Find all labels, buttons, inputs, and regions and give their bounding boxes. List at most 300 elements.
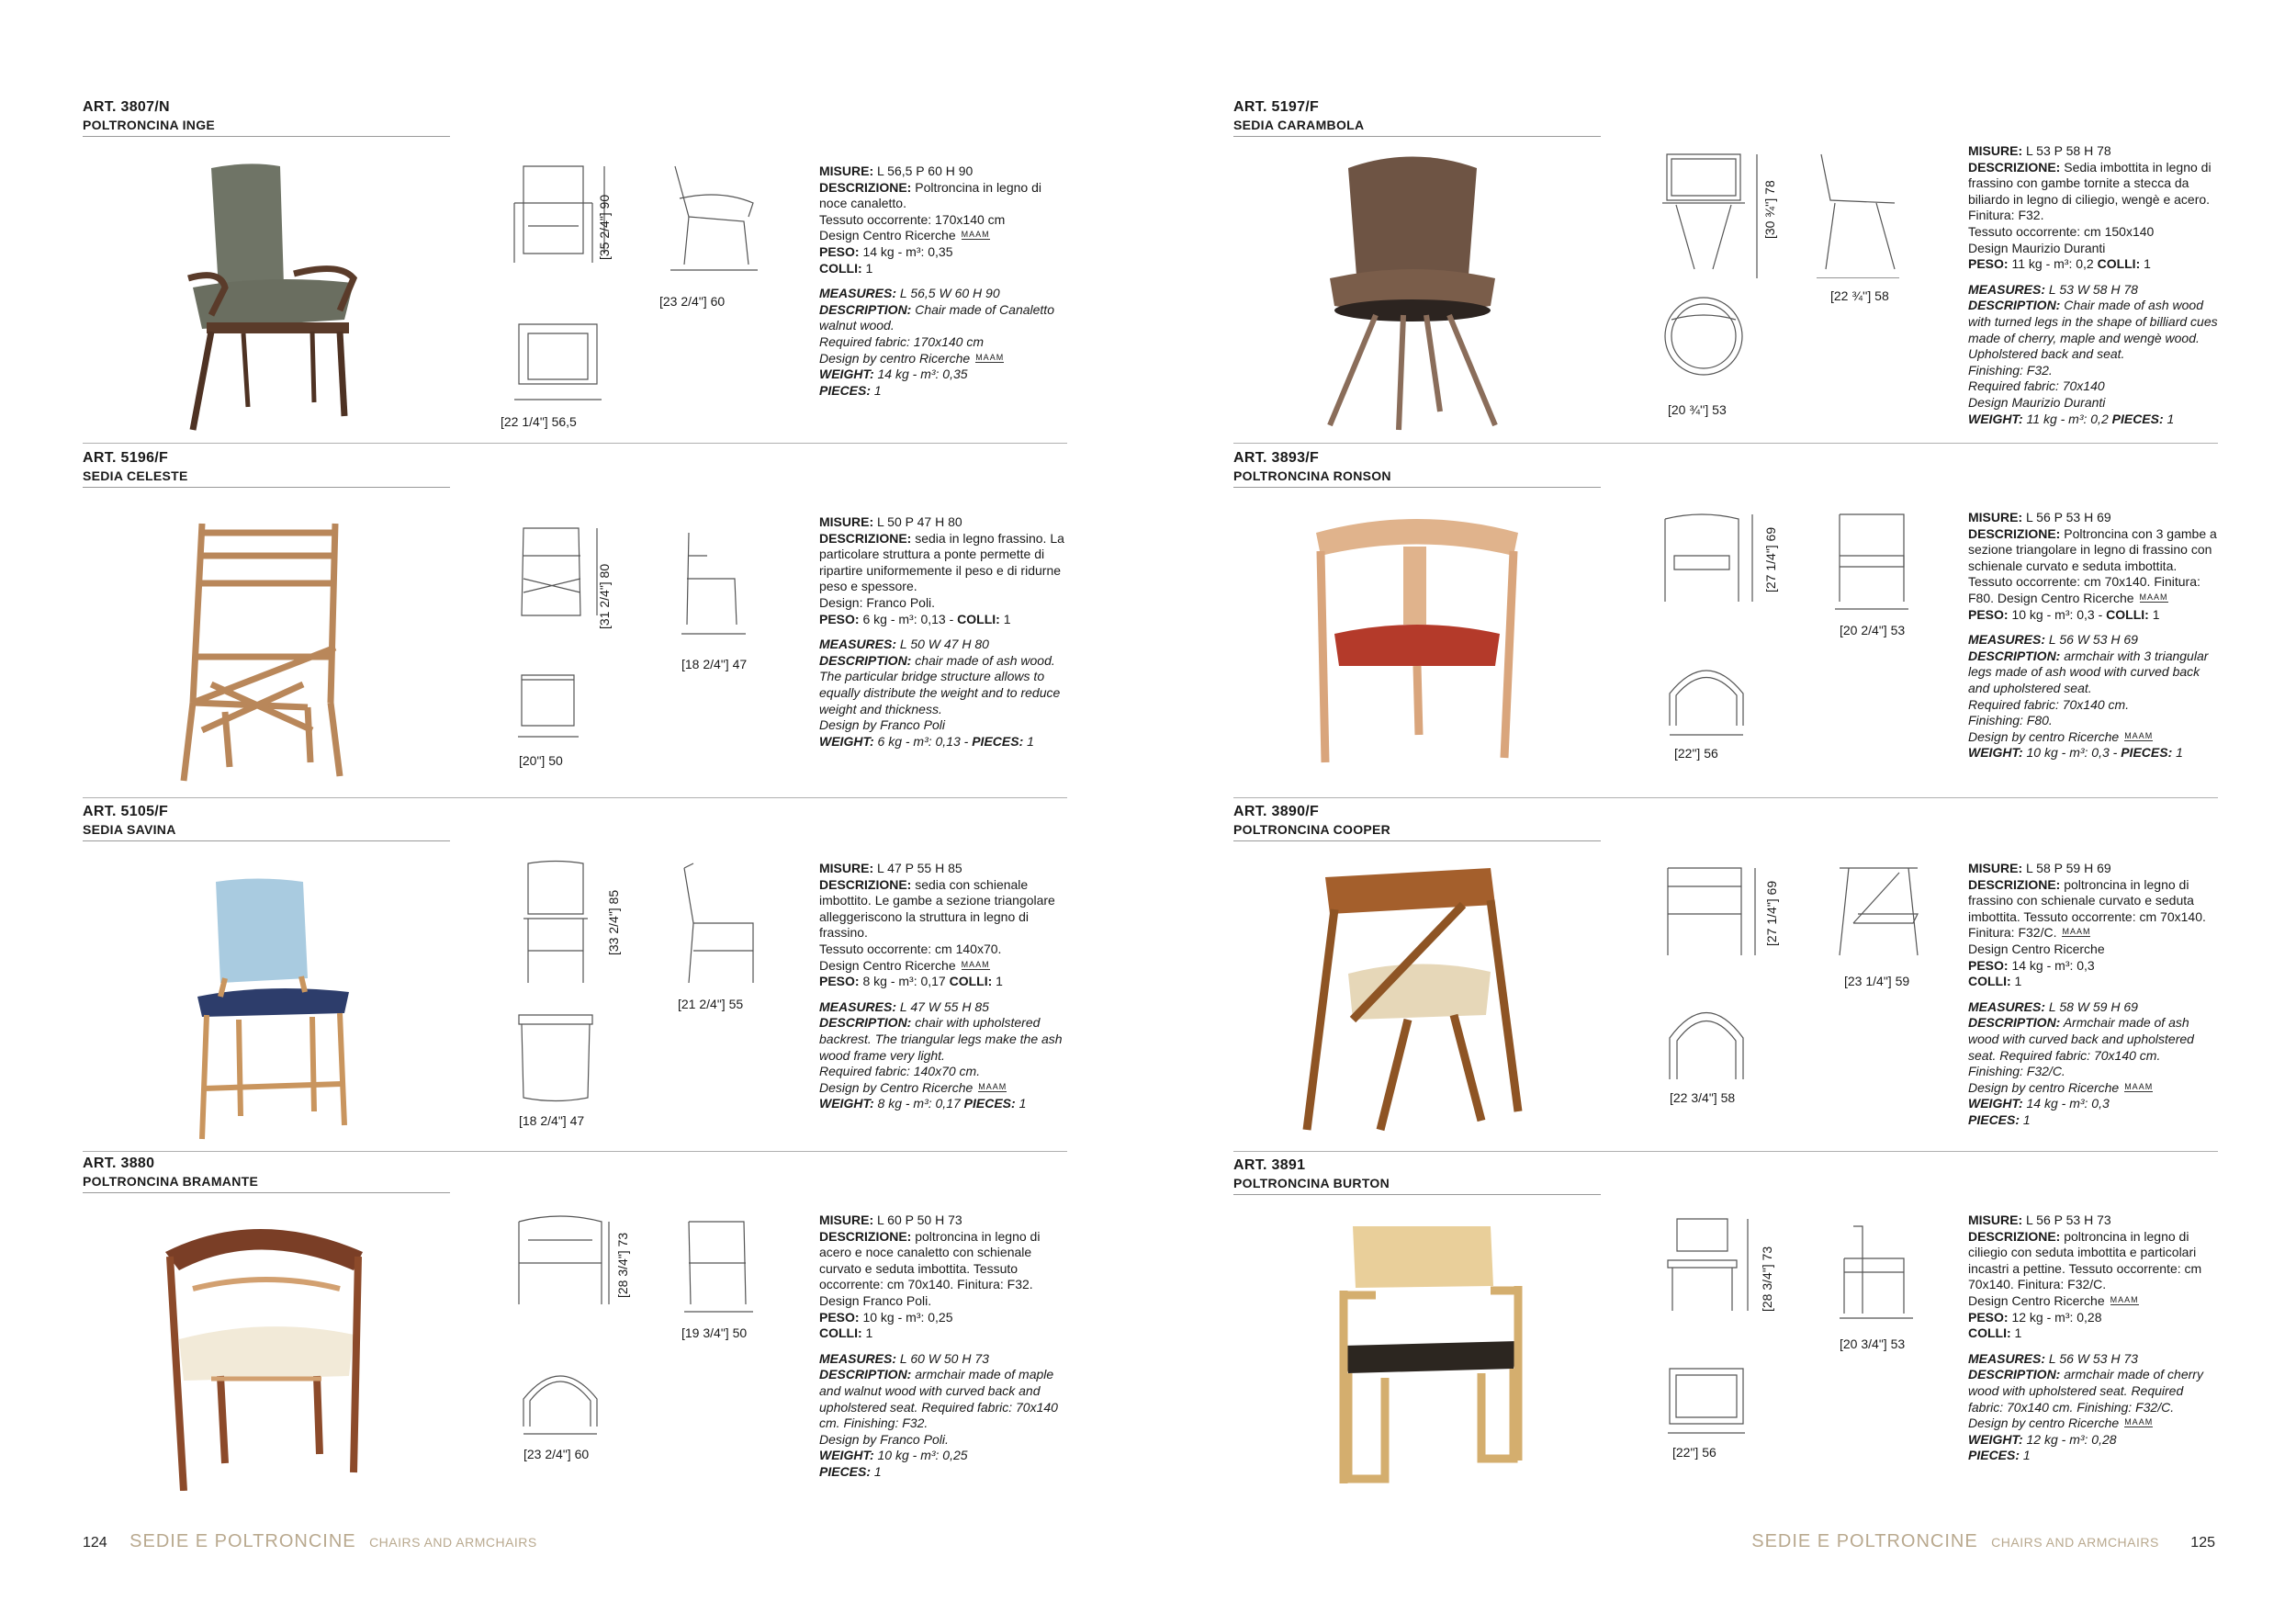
depth-dimension: [22 ¾''] 58	[1830, 288, 1889, 303]
chair-photo	[156, 159, 377, 434]
field-value: Design by Centro Ricerche	[819, 1079, 974, 1095]
article-code: ART. 5197/F	[1233, 99, 1320, 115]
description-line	[1968, 526, 2221, 607]
front-drawing	[514, 524, 606, 625]
description-line	[1968, 713, 2221, 729]
field-label: MISURE:	[819, 164, 874, 178]
article-code: ART. 3807/N	[83, 99, 170, 115]
field-value: 1	[2020, 1111, 2031, 1127]
description-line	[1968, 298, 2221, 362]
description-line	[1968, 1212, 2221, 1229]
field-value: chair made of ash wood. The particular bridge structure allows to equally distribute the weight and to reduce weight and thickness.	[819, 652, 1061, 716]
description-line	[1968, 256, 2221, 273]
top-drawing	[519, 1362, 602, 1436]
product-name: SEDIA SAVINA	[83, 822, 176, 837]
description-line	[1968, 648, 2221, 697]
section-title-it: SEDIE E POLTRONCINE	[129, 1531, 356, 1551]
description-line	[819, 1310, 1072, 1326]
product-inge	[83, 99, 1125, 448]
field-value: 12 kg - m³: 0,28	[2008, 1309, 2102, 1325]
description-line	[819, 164, 1072, 180]
description-line	[819, 1367, 1072, 1431]
separator	[83, 443, 1067, 444]
field-value: 1	[2010, 974, 2022, 989]
field-label: DESCRIZIONE:	[1968, 1228, 2061, 1244]
field-value: L 56,5 W 60 H 90	[896, 286, 1000, 301]
product-savina	[83, 804, 1125, 1153]
field-value: Design by centro Ricerche	[819, 350, 971, 366]
width-dimension: [18 2/4"] 47	[519, 1113, 585, 1128]
field-value: 10 kg - m³: 0,3 -	[2022, 745, 2122, 761]
field-label: DESCRIPTION:	[819, 652, 912, 668]
title-rule	[1233, 136, 1601, 137]
description-line	[1968, 1367, 2221, 1415]
description-line	[819, 228, 1072, 244]
description-it	[819, 514, 1072, 627]
footer-right	[1751, 1531, 2215, 1552]
side-drawing	[1812, 150, 1904, 278]
chair-photo	[1311, 150, 1514, 434]
field-label: PESO:	[819, 1309, 860, 1325]
description-line	[1968, 208, 2221, 224]
description-line	[819, 1212, 1072, 1229]
description-en	[819, 999, 1072, 1112]
description-line	[819, 717, 1072, 734]
article-code: ART. 3880	[83, 1156, 155, 1171]
section-title-it: SEDIE E POLTRONCINE	[1751, 1531, 1978, 1551]
field-label: MEASURES:	[819, 998, 897, 1014]
title-rule	[83, 136, 450, 137]
description-en	[819, 637, 1072, 750]
description-line	[1968, 1096, 2221, 1112]
field-label: DESCRIPTION:	[1968, 1015, 2061, 1031]
description-line	[819, 244, 1072, 261]
field-value: poltroncina in legno di frassino con schienale curvato e seduta imbottita. Tessuto occorrente: cm 70x140.	[1968, 876, 2206, 924]
field-value: armchair with 3 triangular legs made of ash wood with curved back and upholstered seat.	[1968, 648, 2209, 695]
description-line	[1968, 1293, 2221, 1310]
product-name: SEDIA CARAMBOLA	[1233, 118, 1365, 132]
field-label: MEASURES:	[1968, 998, 2046, 1014]
field-value: Design Centro Ricerche	[819, 228, 956, 243]
height-dimension: [31 2/4"] 80	[597, 563, 612, 629]
field-label: DESCRIZIONE:	[1968, 159, 2061, 175]
description-line	[1968, 942, 2221, 958]
description-line	[1968, 1080, 2221, 1097]
field-label: DESCRIPTION:	[1968, 1367, 2061, 1382]
field-label: DESCRIZIONE:	[819, 876, 912, 892]
description-line	[819, 958, 1072, 975]
field-value: 10 kg - m³: 0,25	[859, 1309, 953, 1325]
description-line	[1968, 412, 2221, 428]
height-dimension: [35 2/4"] 90	[597, 194, 612, 260]
description-line	[1968, 745, 2221, 761]
field-value: L 47 W 55 H 85	[896, 998, 989, 1014]
field-value: Design Centro Ricerche	[1968, 1292, 2105, 1308]
description-line	[1968, 282, 2221, 299]
top-drawing	[1665, 1364, 1748, 1438]
field-value: Chair made of ash wood with turned legs in the shape of billiard cues made of cherry, maple and wengè wood. Upholstered back and seat.	[1968, 298, 2218, 362]
field-value: armchair made of cherry wood with upholstered seat. Required fabric: 70x140 cm. Finishing: F32/C.	[1968, 1367, 2203, 1415]
field-value: sedia in legno frassino. La particolare struttura a ponte permette di ripartire uniformemente il peso e di ridurne peso e spessore.	[819, 530, 1064, 594]
field-value: Finishing: F80.	[1968, 713, 2053, 728]
field-label: MISURE:	[1968, 143, 2023, 158]
maam-logo: MAAM	[961, 230, 990, 240]
field-label: COLLI:	[1968, 1325, 2011, 1341]
field-value: 1	[2148, 606, 2160, 622]
width-dimension: [22"] 56	[1674, 746, 1718, 761]
title-rule	[1233, 1194, 1601, 1195]
field-value: Sedia imbottita in legno di frassino con gambe tornite a stecca da biliardo in legno di ciliegio, wengè e acero.	[1968, 159, 2212, 207]
description-line	[819, 999, 1072, 1016]
field-value: L 53 W 58 H 78	[2045, 281, 2138, 297]
separator	[1233, 1151, 2218, 1152]
top-drawing	[1665, 997, 1752, 1088]
description-line	[819, 334, 1072, 351]
field-label: COLLI:	[957, 611, 1000, 626]
field-label: PIECES:	[972, 733, 1024, 749]
field-value: Design: Franco Poli.	[819, 594, 936, 610]
field-value: Finishing: F32.	[1968, 362, 2053, 378]
field-value: Poltroncina con 3 gambe a sezione triangolare in legno di frassino con schienale curvato e seduta imbottita. Tessuto occorrente: cm 70x140. Finitura: F80. Design Centro Ricerche	[1968, 525, 2217, 605]
maam-logo: MAAM	[2139, 592, 2168, 602]
field-label: WEIGHT:	[819, 733, 874, 749]
field-value: 11 kg - m³: 0,2	[2022, 411, 2112, 426]
description-en	[1968, 1351, 2221, 1464]
field-label: PESO:	[1968, 256, 2009, 272]
field-value: Required fabric: 170x140 cm	[819, 333, 984, 349]
field-value: Armchair made of ash wood with curved back and upholstered seat. Required fabric: 70x140 cm.	[1968, 1015, 2194, 1063]
field-value: Design Centro Ricerche	[1968, 941, 2105, 956]
field-value: 6 kg - m³: 0,13 -	[873, 733, 973, 749]
article-code: ART. 3893/F	[1233, 450, 1320, 466]
height-dimension: [28 3/4"] 73	[1760, 1246, 1774, 1312]
field-label: PESO:	[1968, 606, 2009, 622]
title-rule	[1233, 487, 1601, 488]
field-value: 1	[2010, 1325, 2022, 1341]
field-label: PESO:	[819, 974, 860, 989]
maam-logo: MAAM	[2124, 1417, 2154, 1427]
product-ronson	[1233, 450, 2276, 799]
field-label: DESCRIPTION:	[819, 1015, 912, 1031]
field-value: L 56 W 53 H 69	[2045, 632, 2138, 648]
product-name: POLTRONCINA BURTON	[1233, 1176, 1390, 1190]
description-line	[819, 1064, 1072, 1080]
depth-dimension: [23 2/4"] 60	[659, 294, 726, 309]
description-it	[819, 1212, 1072, 1342]
field-value: L 58 W 59 H 69	[2045, 998, 2138, 1014]
field-label: MISURE:	[819, 861, 874, 875]
description-line	[1968, 999, 2221, 1016]
field-value: 1	[2140, 256, 2151, 272]
maam-logo: MAAM	[978, 1081, 1007, 1091]
product-cooper	[1233, 804, 2276, 1153]
product-celeste	[83, 450, 1125, 799]
section-title-en: CHAIRS AND ARMCHAIRS	[1991, 1535, 2159, 1550]
depth-dimension: [20 3/4"] 53	[1840, 1336, 1906, 1351]
field-value: 1	[2020, 1448, 2031, 1463]
description-line	[1968, 729, 2221, 746]
product-name: POLTRONCINA INGE	[83, 118, 216, 132]
side-drawing	[1840, 1222, 1922, 1323]
field-value: L 50 W 47 H 80	[896, 637, 989, 652]
description-block	[1968, 143, 2221, 427]
description-line	[819, 286, 1072, 302]
field-value: Design by centro Ricerche	[1968, 1415, 2120, 1431]
height-dimension: [27 1/4"] 69	[1764, 880, 1779, 946]
field-label: MISURE:	[819, 1212, 874, 1227]
description-line	[1968, 510, 2221, 526]
description-line	[1968, 395, 2221, 412]
product-name: POLTRONCINA BRAMANTE	[83, 1174, 259, 1189]
field-value: 11 kg - m³: 0,2	[2008, 256, 2098, 272]
description-it	[819, 861, 1072, 990]
height-dimension: [28 3/4"] 73	[615, 1232, 630, 1298]
description-block	[819, 861, 1072, 1112]
field-value: L 56 P 53 H 73	[2022, 1212, 2111, 1227]
field-label: PESO:	[819, 611, 860, 626]
description-line	[819, 1351, 1072, 1368]
field-value: L 47 P 55 H 85	[873, 861, 962, 875]
description-line	[819, 1015, 1072, 1064]
field-label: MEASURES:	[819, 637, 897, 652]
description-en	[1968, 632, 2221, 761]
field-label: WEIGHT:	[1968, 1096, 2023, 1111]
description-line	[819, 1096, 1072, 1112]
height-dimension: [27 1/4"] 69	[1763, 526, 1778, 592]
description-line	[1968, 1432, 2221, 1449]
side-drawing	[657, 162, 767, 272]
description-line	[819, 1229, 1072, 1293]
field-label: WEIGHT:	[819, 367, 874, 382]
article-code: ART. 3891	[1233, 1157, 1306, 1173]
description-line	[1968, 958, 2221, 975]
field-label: PESO:	[1968, 1309, 2009, 1325]
maam-logo: MAAM	[975, 352, 1005, 362]
top-drawing	[1658, 292, 1750, 384]
field-label: DESCRIZIONE:	[1968, 525, 2061, 541]
field-value: Required fabric: 70x140 cm.	[1968, 696, 2130, 712]
field-value: 1	[2163, 411, 2175, 426]
front-drawing	[1663, 1214, 1755, 1315]
description-line	[1968, 363, 2221, 379]
field-label: PIECES:	[2111, 411, 2164, 426]
field-value: Required fabric: 70x140	[1968, 378, 2105, 394]
field-value: 1	[999, 611, 1011, 626]
description-line	[1968, 697, 2221, 714]
field-label: MEASURES:	[819, 1350, 897, 1366]
field-value: Design Maurizio Duranti	[1968, 240, 2106, 255]
product-carambola	[1233, 99, 2276, 448]
field-value: Design Maurizio Duranti	[1968, 394, 2106, 410]
maam-logo: MAAM	[2062, 927, 2091, 937]
field-label: COLLI:	[819, 1325, 862, 1341]
front-drawing	[519, 859, 592, 987]
description-block	[819, 164, 1072, 399]
description-line	[819, 180, 1072, 212]
page-number: 124	[83, 1535, 107, 1551]
front-drawing	[1660, 510, 1761, 611]
field-label: DESCRIPTION:	[819, 1367, 912, 1382]
field-label: DESCRIZIONE:	[819, 530, 912, 546]
field-value: Finitura: F32/C.	[1968, 925, 2057, 941]
chair-photo	[156, 1215, 377, 1491]
front-drawing	[1663, 863, 1764, 964]
article-code: ART. 5196/F	[83, 450, 169, 466]
description-line	[1968, 1351, 2221, 1368]
product-name: POLTRONCINA COOPER	[1233, 822, 1391, 837]
field-label: COLLI:	[2106, 606, 2149, 622]
description-line	[819, 1080, 1072, 1097]
field-value: Tessuto occorrente: cm 150x140	[1968, 223, 2155, 239]
field-label: PESO:	[1968, 957, 2009, 973]
front-drawing	[514, 1212, 615, 1314]
field-value: 10 kg - m³: 0,3 -	[2008, 606, 2107, 622]
field-label: WEIGHT:	[819, 1448, 874, 1463]
field-value: Design by Franco Poli	[819, 717, 945, 733]
description-block	[1968, 1212, 2221, 1464]
width-dimension: [20"] 50	[519, 753, 563, 768]
width-dimension: [22"] 56	[1672, 1445, 1716, 1460]
field-value: Design Franco Poli.	[819, 1292, 932, 1308]
description-line	[1968, 877, 2221, 926]
field-value: poltroncina in legno di ciliegio con seduta imbottita e particolari incastri a pettine. Tessuto occorrente: cm 70x140. Finitura: F32/C.	[1968, 1228, 2202, 1292]
description-it	[1968, 510, 2221, 623]
field-value: poltroncina in legno di acero e noce canaletto con schienale curvato e seduta imbottita. Tessuto occorrente: cm 70x140. Finitura: F32.	[819, 1228, 1041, 1292]
field-label: MEASURES:	[819, 286, 897, 301]
field-label: DESCRIZIONE:	[1968, 876, 2061, 892]
description-line	[1968, 974, 2221, 990]
description-line	[1968, 224, 2221, 241]
field-value: 1	[871, 1463, 882, 1479]
field-value: L 50 P 47 H 80	[873, 514, 962, 529]
description-line	[819, 1325, 1072, 1342]
field-value: chair with upholstered backrest. The triangular legs make the ash wood frame very light.	[819, 1015, 1063, 1063]
product-burton	[1233, 1157, 2276, 1506]
field-value: L 56 P 53 H 69	[2022, 510, 2111, 524]
chair-photo	[1307, 514, 1527, 772]
description-it	[1968, 143, 2221, 273]
field-value: sedia con schienale imbottito. Le gambe a sezione triangolare alleggeriscono la struttura in legno di frassino.	[819, 876, 1055, 941]
separator	[83, 1151, 1067, 1152]
description-line	[1968, 925, 2221, 942]
field-value: Required fabric: 140x70 cm.	[819, 1064, 981, 1079]
chair-photo	[184, 877, 358, 1144]
field-label: COLLI:	[1968, 974, 2011, 989]
product-name: POLTRONCINA RONSON	[1233, 468, 1391, 483]
field-value: Poltroncina in legno di noce canaletto.	[819, 179, 1041, 211]
description-line	[1968, 160, 2221, 209]
description-line	[819, 514, 1072, 531]
separator	[83, 797, 1067, 798]
maam-logo: MAAM	[961, 959, 990, 969]
field-label: WEIGHT:	[819, 1096, 874, 1111]
field-label: COLLI:	[2097, 256, 2141, 272]
field-label: MISURE:	[1968, 861, 2023, 875]
side-drawing	[1835, 863, 1927, 964]
field-label: MEASURES:	[1968, 632, 2046, 648]
height-dimension: [30 ¾''] 78	[1762, 180, 1777, 239]
description-en	[819, 286, 1072, 399]
description-line	[819, 383, 1072, 400]
description-line	[819, 974, 1072, 990]
description-block	[1968, 510, 2221, 761]
field-label: PIECES:	[1968, 1448, 2020, 1463]
field-value: Design by Franco Poli.	[819, 1431, 949, 1447]
top-drawing	[514, 1010, 597, 1111]
field-value: armchair made of maple and walnut wood with curved back and upholstered seat. Required fabric: 70x140 cm. Finishing: F32.	[819, 1367, 1058, 1431]
description-line	[819, 734, 1072, 750]
product-bramante	[83, 1156, 1125, 1505]
description-line	[1968, 143, 2221, 160]
description-line	[1968, 241, 2221, 257]
side-drawing	[680, 528, 753, 638]
top-drawing	[514, 671, 588, 744]
width-dimension: [22 1/4"] 56,5	[501, 414, 577, 429]
field-label: DESCRIZIONE:	[819, 1228, 912, 1244]
side-drawing	[680, 859, 762, 987]
description-line	[819, 612, 1072, 628]
product-name: SEDIA CELESTE	[83, 468, 188, 483]
field-label: PIECES:	[819, 1463, 872, 1479]
maam-logo: MAAM	[2124, 730, 2154, 740]
description-line	[1968, 1415, 2221, 1432]
field-value: Design Centro Ricerche	[819, 957, 956, 973]
depth-dimension: [19 3/4"] 50	[681, 1325, 748, 1340]
field-label: DESCRIPTION:	[1968, 648, 2061, 663]
description-block	[1968, 861, 2221, 1129]
title-rule	[83, 840, 450, 841]
field-value: 14 kg - m³: 0,3	[2008, 957, 2095, 973]
description-line	[1968, 861, 2221, 877]
description-line	[1968, 632, 2221, 648]
field-value: L 60 W 50 H 73	[896, 1350, 989, 1366]
field-value: 14 kg - m³: 0,3	[2022, 1096, 2110, 1111]
description-block	[819, 514, 1072, 750]
description-line	[819, 653, 1072, 717]
description-line	[1968, 607, 2221, 624]
description-line	[819, 351, 1072, 367]
field-value: 1	[861, 260, 873, 276]
field-label: DESCRIZIONE:	[819, 179, 912, 195]
field-label: MISURE:	[1968, 510, 2023, 524]
field-value: 1	[992, 974, 1003, 989]
side-drawing	[1835, 510, 1918, 611]
description-line	[819, 637, 1072, 653]
top-drawing	[505, 315, 615, 407]
description-line	[1968, 1015, 2221, 1064]
title-rule	[1233, 840, 1601, 841]
field-label: COLLI:	[949, 974, 993, 989]
description-line	[1968, 1325, 2221, 1342]
field-value: 1	[2172, 745, 2183, 761]
field-value: Finishing: F32/C.	[1968, 1064, 2065, 1079]
field-value: Finitura: F32.	[1968, 208, 2044, 223]
description-line	[819, 1432, 1072, 1449]
field-value: 6 kg - m³: 0,13 -	[859, 611, 958, 626]
chair-photo	[174, 519, 358, 785]
width-dimension: [23 2/4"] 60	[523, 1447, 590, 1461]
description-block	[819, 1212, 1072, 1481]
description-line	[819, 877, 1072, 942]
description-en	[1968, 999, 2221, 1129]
title-rule	[83, 1192, 450, 1193]
description-line	[819, 212, 1072, 229]
field-value: Tessuto occorrente: 170x140 cm	[819, 211, 1006, 227]
side-drawing	[680, 1212, 762, 1314]
description-en	[819, 1351, 1072, 1481]
width-dimension: [20 ¾''] 53	[1668, 402, 1727, 417]
field-value: L 60 P 50 H 73	[873, 1212, 962, 1227]
